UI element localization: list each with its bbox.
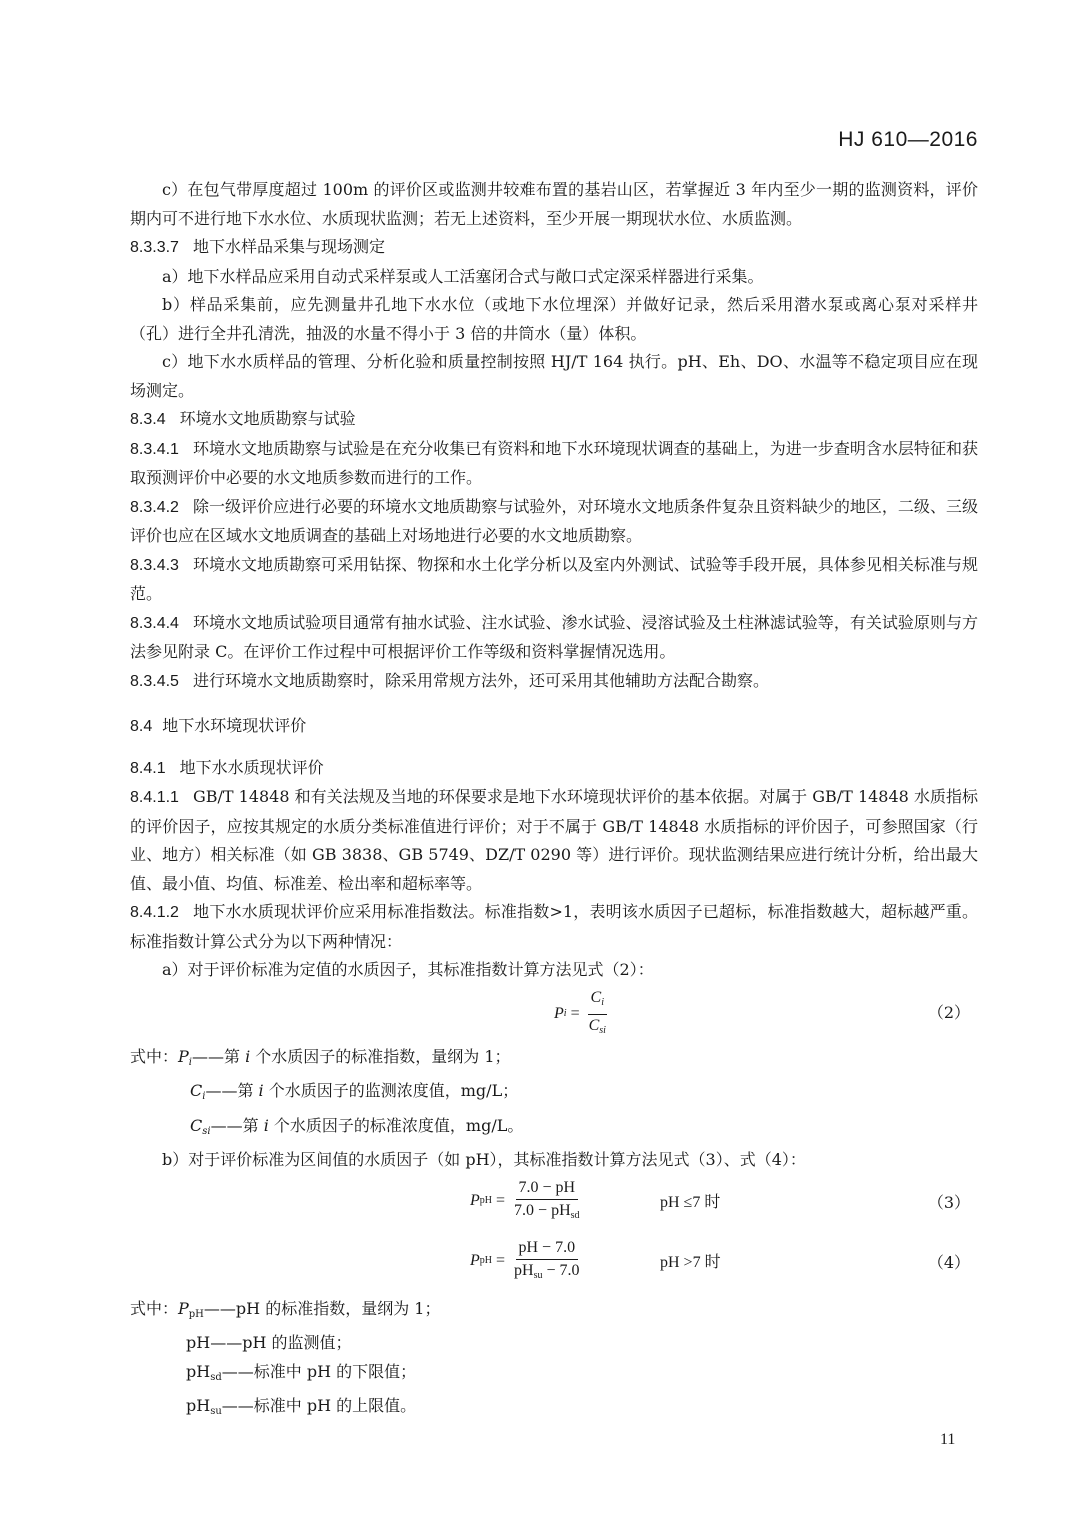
- section-number: 8.4.1: [130, 759, 166, 777]
- paragraph-a-fixed-standard: a）对于评价标准为定值的水质因子，其标准指数计算方法见式（2）：: [162, 960, 654, 979]
- section-number: 8.3.4.4: [130, 614, 179, 632]
- document-code: HJ 610—2016: [838, 128, 978, 151]
- section-body: 环境水文地质勘察可采用钻探、物探和水土化学分析以及室内外测试、试验等手段开展，具体参见相关标准与规范。: [130, 554, 978, 603]
- formula-condition: pH >7 时: [660, 1253, 721, 1271]
- denominator-text: 7.0 − pH: [514, 1201, 571, 1219]
- denominator-text: − 7.0: [542, 1261, 580, 1279]
- symbol-subscript: i: [202, 1091, 206, 1102]
- paragraph-c-aeration-zone: c）在包气带厚度超过 100m 的评价区或监测井较难布置的基岩山区，若掌握近 3 年内至少一期的监测资料，评价期内可不进行地下水水位、水质现状监测；若无上述资料，至少开展一期现状水位、水质监测。: [130, 180, 978, 228]
- section-8-4-1: [130, 754, 978, 784]
- definition-row: [130, 1392, 978, 1427]
- numerator-symbol: C: [590, 988, 602, 1006]
- section-8-3-3-7: [130, 233, 978, 263]
- denominator-subscript: sd: [570, 1209, 580, 1221]
- formula-equals: =: [496, 1192, 506, 1210]
- symbol: C: [190, 1115, 203, 1135]
- definition-text: ——标准中 pH 的下限值；: [221, 1361, 417, 1381]
- paragraph-b-range-standard: b）对于评价标准为区间值的水质因子（如 pH），其标准指数计算方法见式（3）、式（4）：: [162, 1150, 806, 1169]
- symbol: pH: [186, 1396, 211, 1415]
- section-8-4-1-1: [130, 783, 978, 898]
- index-symbol: i: [258, 1081, 264, 1100]
- definition-row: [130, 1112, 978, 1147]
- definition-text: ——pH 的监测值；: [210, 1333, 352, 1352]
- section-number: 8.3.4.3: [130, 556, 179, 574]
- formula-lhs: P: [470, 1252, 480, 1270]
- formula-denominator: [586, 1015, 609, 1042]
- section-number: 8.3.4.5: [130, 672, 179, 690]
- symbol-subscript: si: [202, 1125, 211, 1137]
- formula-4-expression: [470, 1237, 583, 1287]
- definition-text: 个水质因子的标准浓度值，mg/L。: [268, 1115, 524, 1135]
- formula-equals: =: [570, 1004, 580, 1022]
- symbol: P: [178, 1298, 189, 1318]
- section-number: 8.3.4.1: [130, 440, 179, 458]
- symbol-subscript: i: [188, 1056, 192, 1068]
- section-body: 进行环境水文地质勘察时，除采用常规方法外，还可采用其他辅助方法配合勘察。: [192, 670, 769, 690]
- section-8-4-heading: [130, 712, 978, 742]
- index-symbol: i: [245, 1046, 251, 1066]
- equation-number: （2）: [927, 1002, 970, 1022]
- definition-row: [130, 1295, 978, 1330]
- paragraph-b-sampling: b）样品采集前，应先测量井孔地下水水位（或地下水位埋深）并做好记录，然后采用潜水泵或离心泵对采样井（孔）进行全井孔清洗，抽汲的水量不得小于 3 倍的井筒水（量）体积。: [130, 295, 978, 343]
- formula-lhs-subscript: pH: [479, 1195, 493, 1207]
- section-body: GB/T 14848 和有关法规及当地的环保要求是地下水环境现状评价的基本依据。对属于 GB/T 14848 水质指标的评价因子，应按其规定的水质分类标准值进行评价；对于不属于 GB/T 14848 水质指标的评价因子，可参照国家（行业、地方）相关标准（如 GB 3838、GB 5749、DZ/T 0290 等）进行评价。现状监测结果应进行统计分析，给出最大值、最小值、均值、标准差、检出率和超标率等。: [130, 787, 978, 893]
- definition-text: ——标准中 pH 的上限值。: [221, 1396, 417, 1415]
- section-number: 8.3.4.2: [130, 498, 179, 516]
- formula-equals: =: [496, 1252, 506, 1270]
- section-number: 8.4: [130, 718, 153, 735]
- page-number: 11: [940, 1431, 956, 1448]
- section-title: 地下水环境现状评价: [162, 716, 307, 735]
- section-8-3-4-1: [130, 435, 978, 493]
- formula-fraction: [511, 1177, 582, 1227]
- section-8-3-4-3: [130, 551, 978, 609]
- formula-denominator: [511, 1200, 582, 1227]
- section-number: 8.3.4: [130, 411, 166, 428]
- definition-text: ——第: [205, 1081, 259, 1100]
- denominator-subscript: su: [533, 1269, 543, 1281]
- section-title: 地下水样品采集与现场测定: [192, 237, 385, 256]
- definition-text: ——第: [191, 1046, 246, 1066]
- section-title: 地下水水质现状评价: [179, 757, 324, 777]
- symbol: pH: [186, 1333, 211, 1352]
- equation-number: （4）: [927, 1252, 970, 1272]
- definition-row: [130, 1077, 978, 1112]
- formula-4: [130, 1235, 978, 1295]
- definition-text: 个水质因子的标准指数，量纲为 1；: [250, 1046, 511, 1066]
- formula-lhs-subscript: pH: [479, 1255, 493, 1267]
- denominator-text: pH: [514, 1261, 534, 1279]
- denominator-subscript: si: [599, 1024, 606, 1036]
- section-number: 8.4.1.1: [130, 789, 179, 806]
- equation-number: （3）: [927, 1192, 970, 1212]
- section-number: 8.3.3.7: [130, 239, 179, 256]
- section-8-3-4-2: [130, 493, 978, 551]
- formula-3: [130, 1175, 978, 1235]
- section-8-3-4-4: [130, 609, 978, 667]
- definition-text: ——pH 的标准指数，量纲为 1；: [203, 1298, 441, 1318]
- section-body: 环境水文地质试验项目通常有抽水试验、注水试验、渗水试验、浸溶试验及土柱淋滤试验等，有关试验原则与方法参见附录 C。在评价工作过程中可根据评价工作等级和资料掌握情况选用。: [130, 612, 978, 661]
- symbol: C: [190, 1081, 203, 1100]
- section-body: 除一级评价应进行必要的环境水文地质勘察与试验外，对环境水文地质条件复杂且资料缺少的地区，二级、三级评价也应在区域水文地质调查的基础上对场地进行必要的水文地质勘察。: [130, 496, 978, 545]
- body-text: [130, 176, 978, 1427]
- section-body: 地下水水质现状评价应采用标准指数法。标准指数>1，表明该水质因子已超标，标准指数越大，超标越严重。标准指数计算公式分为以下两种情况：: [130, 902, 978, 951]
- formula-condition: pH ≤7 时: [660, 1193, 721, 1211]
- section-title: 环境水文地质勘察与试验: [179, 409, 356, 428]
- formula-numerator: pH − 7.0: [516, 1237, 579, 1260]
- section-number: 8.4.1.2: [130, 904, 179, 921]
- definition-text: 个水质因子的监测浓度值，mg/L；: [263, 1081, 519, 1100]
- numerator-subscript: i: [601, 996, 604, 1008]
- formula-denominator: [511, 1260, 583, 1287]
- formula-numerator: 7.0 − pH: [516, 1177, 579, 1200]
- definition-lead: 式中：: [130, 1046, 179, 1066]
- definition-row: [130, 1358, 978, 1393]
- paragraph-c-quality: c）地下水水质样品的管理、分析化验和质量控制按照 HJ/T 164 执行。pH、Eh、DO、水温等不稳定项目应在现场测定。: [130, 352, 978, 400]
- formula-lhs-subscript: i: [563, 1007, 567, 1019]
- formula-numerator: [588, 987, 607, 1015]
- formula-lhs: P: [470, 1192, 480, 1210]
- formula-fraction: [586, 987, 609, 1042]
- symbol-subscript: su: [210, 1406, 222, 1417]
- formula-2-expression: [554, 987, 609, 1042]
- section-8-4-1-2: [130, 898, 978, 956]
- section-body: 环境水文地质勘察与试验是在充分收集已有资料和地下水环境现状调查的基础上，为进一步查明含水层特征和获取预测评价中必要的水文地质参数而进行的工作。: [130, 438, 978, 487]
- definition-row: [130, 1329, 978, 1358]
- formula-3-expression: [470, 1177, 583, 1227]
- formula-2: [130, 985, 978, 1043]
- definition-text: ——第: [210, 1115, 264, 1135]
- section-8-3-4-5: [130, 667, 978, 697]
- index-symbol: i: [263, 1115, 269, 1135]
- formula-lhs: P: [554, 1004, 564, 1022]
- denominator-symbol: C: [588, 1016, 600, 1034]
- paragraph-a-sampling: a）地下水样品应采用自动式采样泵或人工活塞闭合式与敞口式定深采样器进行采集。: [162, 266, 764, 286]
- symbol-subscript: sd: [210, 1371, 222, 1383]
- symbol: pH: [186, 1361, 211, 1381]
- definition-row: [130, 1043, 978, 1078]
- definition-lead: 式中：: [130, 1298, 179, 1318]
- section-8-3-4: [130, 405, 978, 435]
- symbol-subscript: pH: [188, 1308, 204, 1320]
- formula-fraction: [511, 1237, 583, 1287]
- symbol: P: [178, 1046, 189, 1066]
